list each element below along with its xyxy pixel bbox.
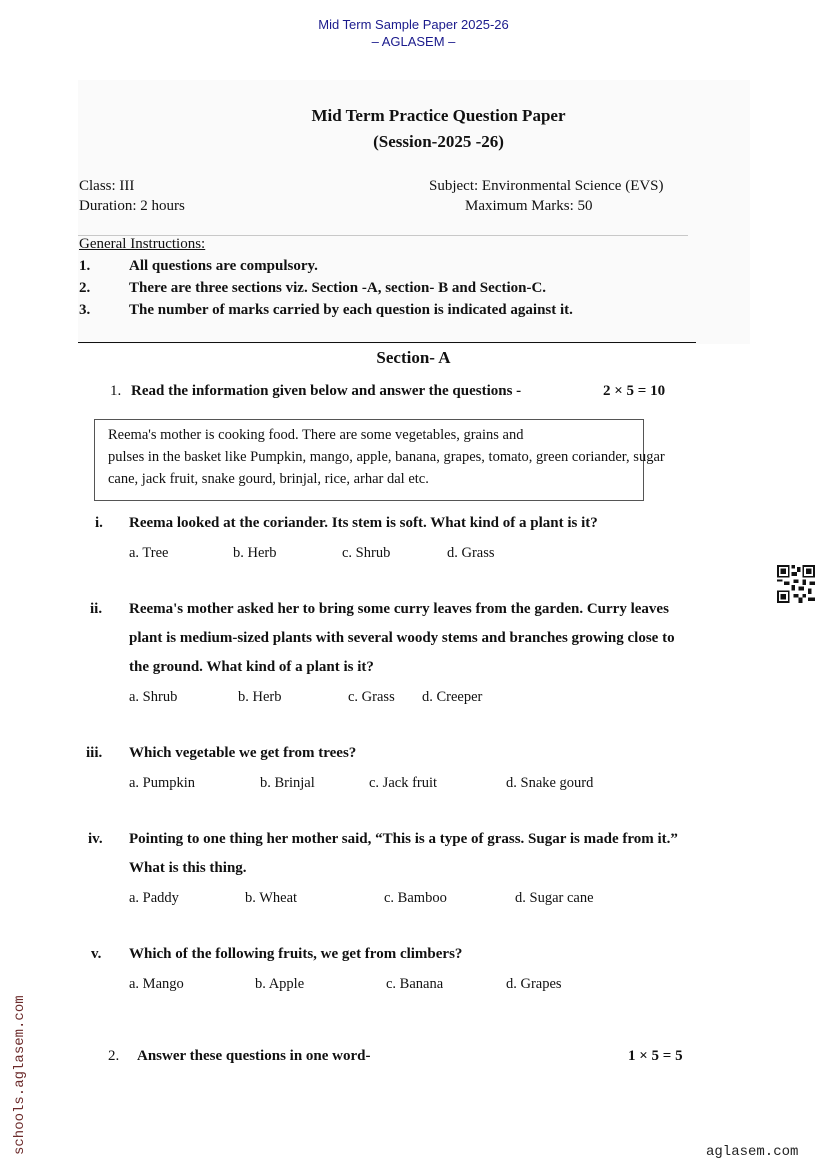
- option-b: b. Wheat: [245, 890, 298, 906]
- question-2: [108, 1048, 371, 1065]
- option-b: b. Brinjal: [260, 775, 315, 791]
- instruction-number: 1.: [79, 258, 91, 274]
- option-b: b. Herb: [238, 689, 282, 705]
- passage-line: pulses in the basket like Pumpkin, mango, apple, banana, grapes, tomato, green coriander, sugar: [108, 449, 665, 465]
- passage-line: cane, jack fruit, snake gourd, brinjal, rice, arhar dal etc.: [108, 471, 429, 487]
- subquestion-number: iv.: [88, 831, 103, 847]
- side-watermark: schools.aglasem.com: [12, 995, 28, 1155]
- question-number: 2.: [108, 1048, 120, 1064]
- option-d: d. Grass: [447, 545, 495, 561]
- instruction-number: 3.: [79, 302, 91, 318]
- option-c: c. Shrub: [342, 545, 391, 561]
- top-note-title: Mid Term Sample Paper 2025-26: [318, 17, 509, 32]
- option-a: a. Mango: [129, 976, 184, 992]
- subquestion-text: Which vegetable we get from trees?: [129, 745, 357, 761]
- paper-title: Mid Term Practice Question Paper: [311, 106, 566, 125]
- instruction-item: [79, 258, 318, 275]
- duration-label: Duration: 2 hours: [79, 198, 185, 214]
- divider-dark: [78, 342, 696, 343]
- max-marks-label: Maximum Marks: 50: [465, 198, 593, 214]
- option-a: a. Paddy: [129, 890, 179, 906]
- option-b: b. Apple: [255, 976, 305, 992]
- instructions-heading: General Instructions:: [79, 236, 206, 252]
- subquestion-number: i.: [95, 515, 103, 531]
- option-d: d. Sugar cane: [515, 890, 594, 906]
- subject-label: Subject: Environmental Science (EVS): [429, 178, 664, 194]
- subquestion-number: v.: [91, 946, 102, 962]
- option-d: d. Creeper: [422, 689, 483, 705]
- passage-line: Reema's mother is cooking food. There are some vegetables, grains and: [108, 427, 524, 443]
- option-d: d. Grapes: [506, 976, 562, 992]
- subquestion-number: iii.: [86, 745, 103, 761]
- subquestion-text: Pointing to one thing her mother said, “This is a type of grass. Sugar is made from it.”: [129, 831, 678, 847]
- option-c: c. Grass: [348, 689, 395, 705]
- subquestion-text: What is this thing.: [129, 860, 247, 876]
- option-a: a. Pumpkin: [129, 775, 196, 791]
- option-c: c. Jack fruit: [369, 775, 438, 791]
- subquestion-text: Reema's mother asked her to bring some curry leaves from the garden. Curry leaves: [129, 601, 669, 617]
- option-c: c. Bamboo: [384, 890, 447, 906]
- instruction-text: All questions are compulsory.: [129, 258, 318, 274]
- option-d: d. Snake gourd: [506, 775, 594, 791]
- subquestion-text: Which of the following fruits, we get from climbers?: [129, 946, 463, 962]
- instruction-item: [79, 280, 546, 297]
- option-a: a. Tree: [129, 545, 169, 561]
- top-note-brand: – AGLASEM –: [371, 34, 456, 49]
- section-a-title: Section- A: [376, 348, 451, 367]
- instruction-text: The number of marks carried by each question is indicated against it.: [129, 302, 573, 318]
- option-a: a. Shrub: [129, 689, 178, 705]
- instruction-text: There are three sections viz. Section -A, section- B and Section-C.: [129, 280, 547, 296]
- subquestion-number: ii.: [90, 601, 103, 617]
- question-2-marks: 1 × 5 = 5: [628, 1048, 683, 1064]
- question-1-marks: 2 × 5 = 10: [603, 383, 666, 399]
- footer-watermark: aglasem.com: [706, 1144, 799, 1160]
- subquestion-text: Reema looked at the coriander. Its stem is soft. What kind of a plant is it?: [129, 515, 598, 531]
- question-text: Read the information given below and answer the questions -: [131, 383, 522, 399]
- subquestion-text: plant is medium-sized plants with several woody stems and branches growing close to: [129, 630, 675, 646]
- instruction-number: 2.: [79, 280, 91, 296]
- class-label: Class: III: [79, 178, 135, 194]
- option-c: c. Banana: [386, 976, 444, 992]
- subquestion-text: the ground. What kind of a plant is it?: [129, 659, 374, 675]
- question-text: Answer these questions in one word-: [137, 1048, 371, 1064]
- question-number: 1.: [110, 383, 122, 399]
- option-b: b. Herb: [233, 545, 277, 561]
- paper-session: (Session-2025 -26): [373, 132, 504, 151]
- instruction-item: [79, 302, 573, 319]
- qr-code-icon: [777, 565, 815, 603]
- question-1: [110, 383, 521, 400]
